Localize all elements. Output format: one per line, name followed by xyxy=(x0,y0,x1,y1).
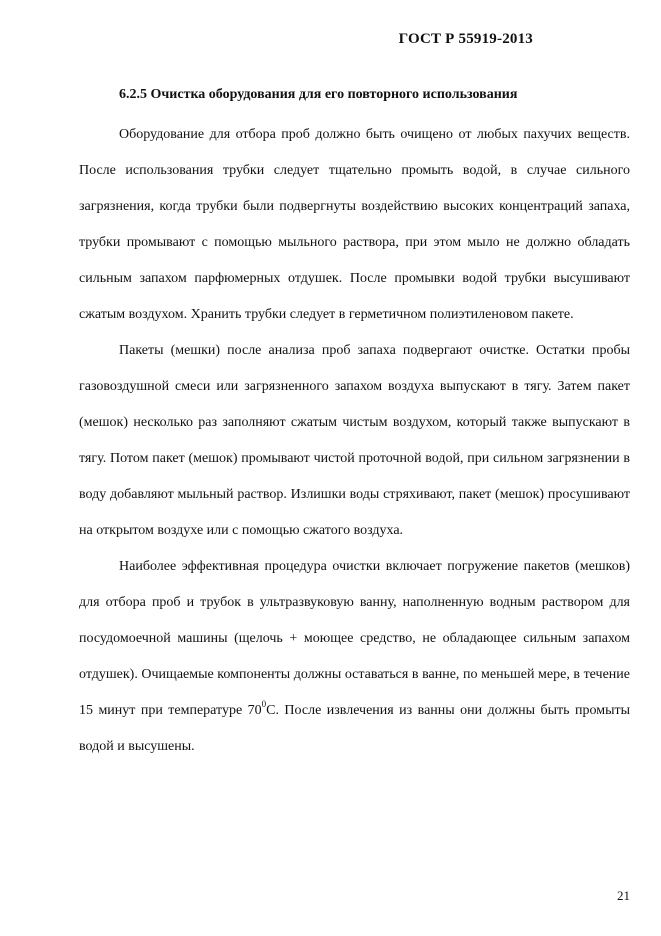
document-code: ГОСТ Р 55919-2013 xyxy=(398,31,533,47)
section-heading: 6.2.5 Очистка оборудования для его повторного использования xyxy=(119,87,518,102)
temperature-unit: С. xyxy=(266,703,279,718)
paragraph-ultrasonic-cleaning xyxy=(79,549,630,765)
paragraph-text-before-degree: Наиболее эффективная процедура очистки включает погружение пакетов (мешков) для отбора проб и трубок в ультразвуковую ванну, наполненную водным раствором для посудомоечной машины (щелочь + моющее средство, не обладающее сильным запахом отдушек). Очищаемые компоненты должны оставаться в ванне, по меньшей мере, в течение 15 минут при температуре 70 xyxy=(79,559,630,718)
paragraph-bag-cleaning: Пакеты (мешки) после анализа проб запаха подвергают очистке. Остатки пробы газовоздушной смеси или загрязненного запахом воздуха выпускают в тягу. Затем пакет (мешок) несколько раз заполняют сжатым чистым воздухом, который также выпускают в тягу. Потом пакет (мешок) промывают чистой проточной водой, при сильном загрязнении в воду добавляют мыльный раствор. Излишки воды стряхивают, пакет (мешок) просушивают на открытом воздухе или с помощью сжатого воздуха. xyxy=(79,343,630,538)
page-number: 21 xyxy=(617,888,630,903)
degree-mark: 0 xyxy=(261,699,267,709)
paragraph-text-after-degree: После извлечения из ванны они должны быть промыты водой и высушены. xyxy=(79,703,631,754)
section-body xyxy=(79,117,630,765)
paragraph-equipment-cleaning: Оборудование для отбора проб должно быть очищено от любых пахучих веществ. После использования трубки следует тщательно промыть водой, в случае сильного загрязнения, когда трубки были подвергнуты воздействию высоких концентраций запаха, трубки промывают с помощью мыльного раствора, при этом мыло не должно обладать сильным запахом парфюмерных отдушек. После промывки водой трубки высушивают сжатым воздухом. Хранить трубки следует в герметичном полиэтиленовом пакете. xyxy=(79,127,630,322)
